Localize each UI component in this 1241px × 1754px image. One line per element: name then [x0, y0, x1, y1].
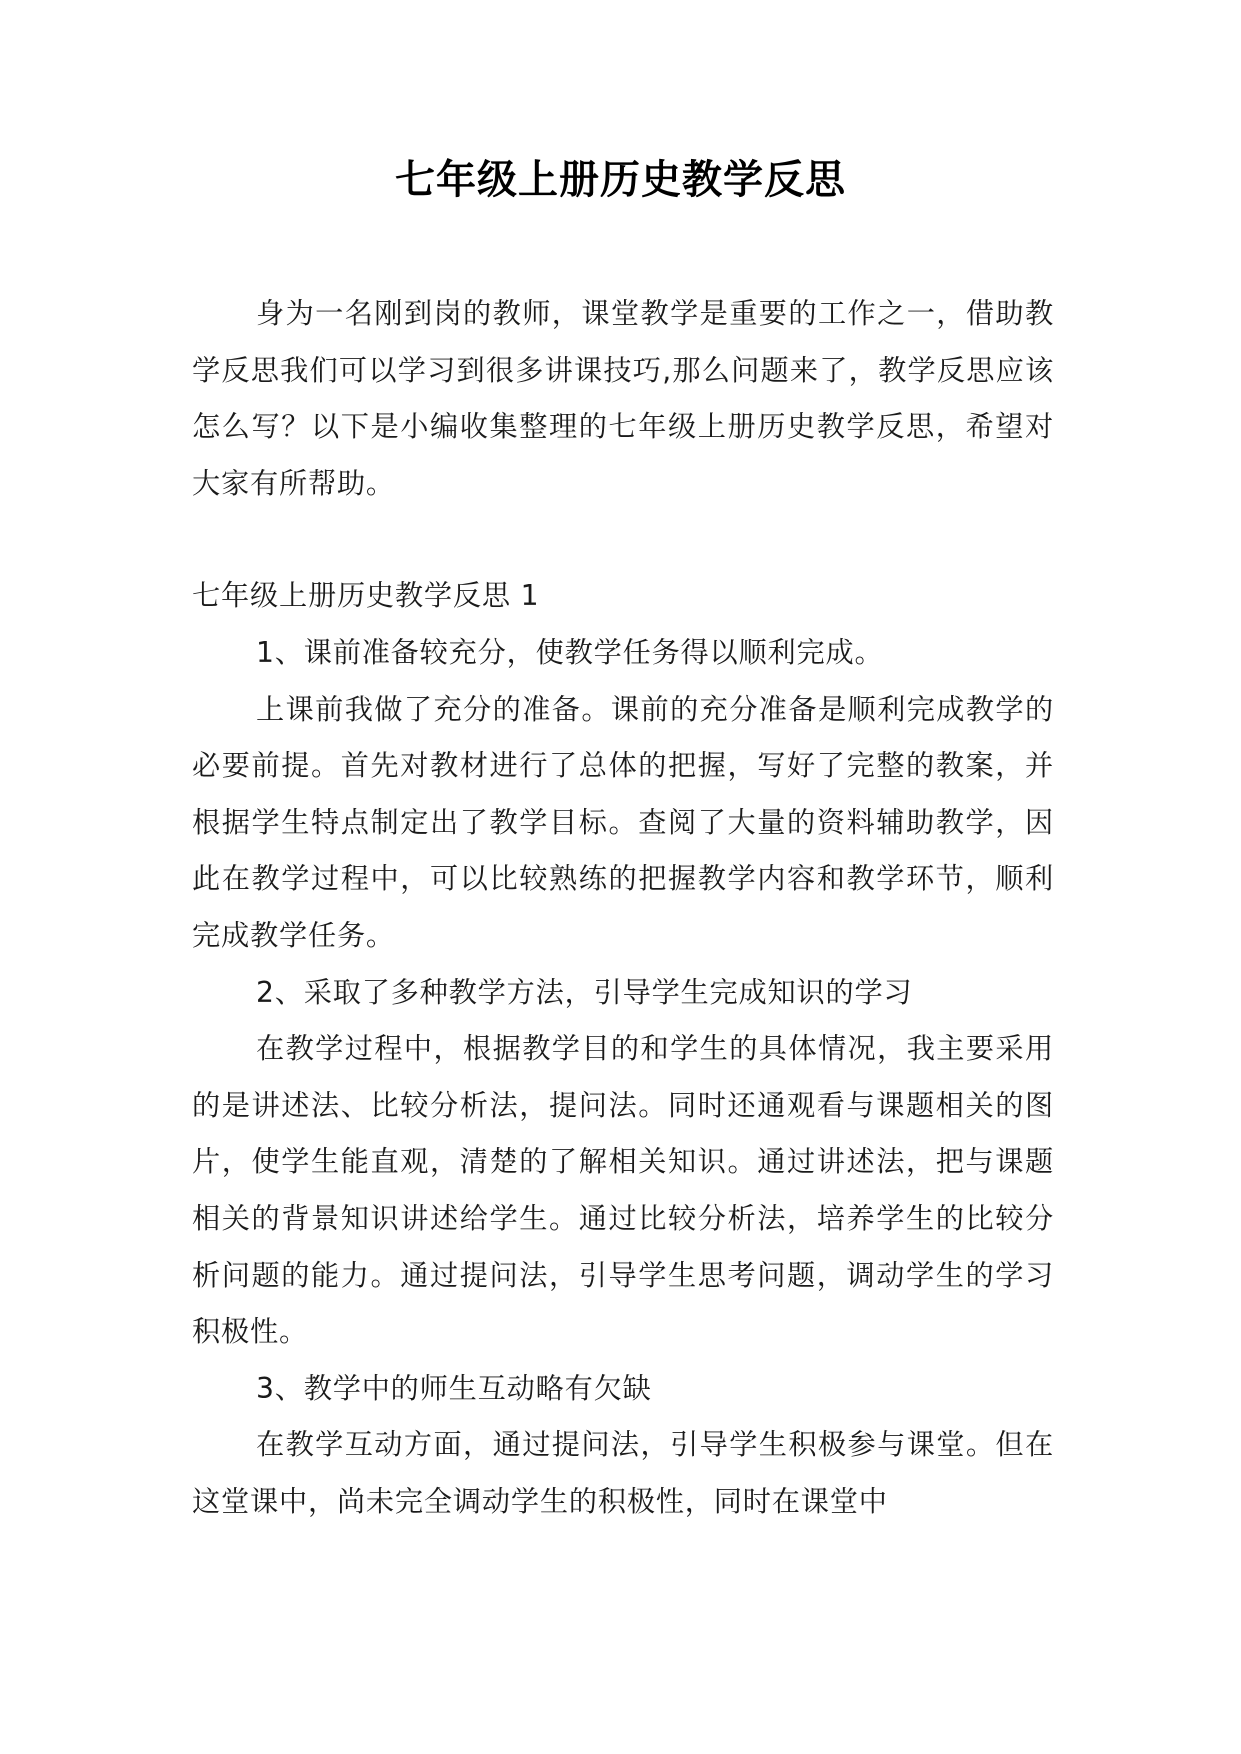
document-body [192, 286, 1054, 1530]
point-heading: 2、采取了多种教学方法，引导学生完成知识的学习 [256, 975, 913, 1009]
point-heading: 3、教学中的师生互动略有欠缺 [256, 1371, 652, 1405]
point-heading: 1、课前准备较充分，使教学任务得以顺利完成。 [256, 635, 884, 669]
section-heading: 七年级上册历史教学反思 1 [192, 579, 540, 613]
paragraph-spacer [192, 512, 1054, 568]
point-body: 在教学过程中，根据教学目的和学生的具体情况，我主要采用的是讲述法、比较分析法，提问法。同时还通观看与课题相关的图片，使学生能直观，清楚的了解相关知识。通过讲述法，把与课题相关的背景知识讲述给学生。通过比较分析法，培养学生的比较分析问题的能力。通过提问法，引导学生思考问题，调动学生的学习积极性。 [192, 1032, 1054, 1349]
point-body: 上课前我做了充分的准备。课前的充分准备是顺利完成教学的必要前提。首先对教材进行了总体的把握，写好了完整的教案，并根据学生特点制定出了教学目标。查阅了大量的资料辅助教学，因此在教学过程中，可以比较熟练的把握教学内容和教学环节，顺利完成教学任务。 [192, 692, 1054, 952]
point-body: 在教学互动方面，通过提问法，引导学生积极参与课堂。但在这堂课中，尚未完全调动学生的积极性，同时在课堂中 [192, 1428, 1054, 1518]
intro-paragraph: 身为一名刚到岗的教师，课堂教学是重要的工作之一，借助教学反思我们可以学习到很多讲课技巧,那么问题来了，教学反思应该怎么写？以下是小编收集整理的七年级上册历史教学反思，希望对大家有所帮助。 [192, 297, 1054, 500]
document-title: 七年级上册历史教学反思 [395, 156, 846, 203]
